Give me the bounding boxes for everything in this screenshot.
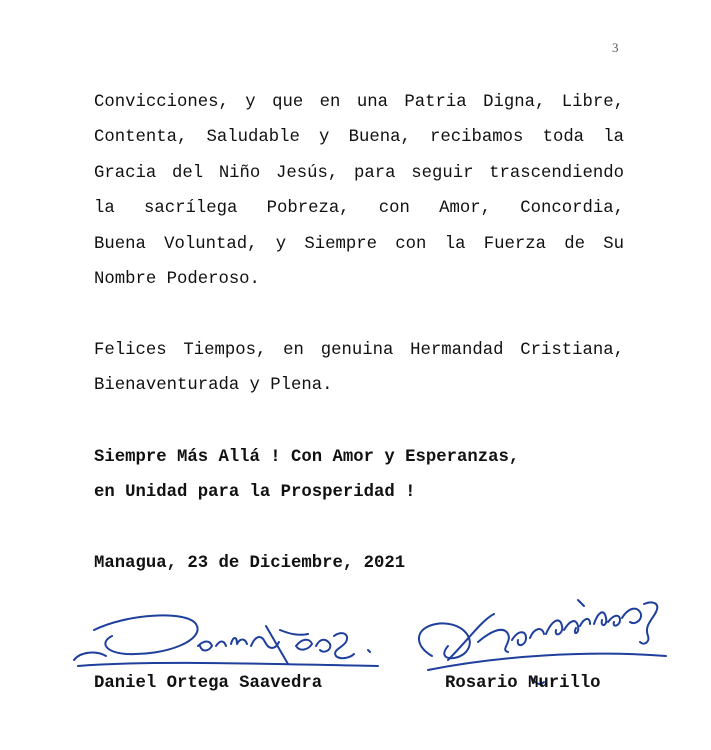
- paragraph-line: Felices Tiempos, en genuina Hermandad Cristiana,: [94, 341, 624, 360]
- place-and-date: [94, 546, 624, 581]
- signatory-name-ortega: Daniel Ortega Saavedra: [94, 674, 323, 693]
- paragraph-line: Convicciones, y que en una Patria Digna, Libre,: [94, 93, 624, 112]
- paragraph-line: la sacrílega Pobreza, con Amor, Concordia,: [94, 199, 624, 219]
- paragraph-line: Buena Voluntad, y Siempre con la Fuerza de Su: [94, 234, 624, 254]
- closing-paragraph: [94, 440, 624, 511]
- paragraph-line: Contenta, Saludable y Buena, recibamos toda la: [94, 128, 624, 148]
- closing-line: Siempre Más Allá ! Con Amor y Esperanzas,: [94, 448, 520, 467]
- body-paragraph-1: [94, 85, 624, 297]
- place-date-line: Managua, 23 de Diciembre, 2021: [94, 554, 406, 573]
- closing-line: en Unidad para la Prosperidad !: [94, 483, 416, 503]
- body-paragraph-2: [94, 333, 624, 404]
- paragraph-line: Nombre Poderoso.: [94, 270, 260, 290]
- paragraph-line: Bienaventurada y Plena.: [94, 376, 333, 396]
- paragraph-line: Gracia del Niño Jesús, para seguir trascendiendo: [94, 163, 624, 183]
- signatory-name-murillo: Rosario Murillo: [445, 674, 601, 693]
- ortega-signature: [66, 606, 386, 676]
- page-number: 3: [612, 40, 619, 55]
